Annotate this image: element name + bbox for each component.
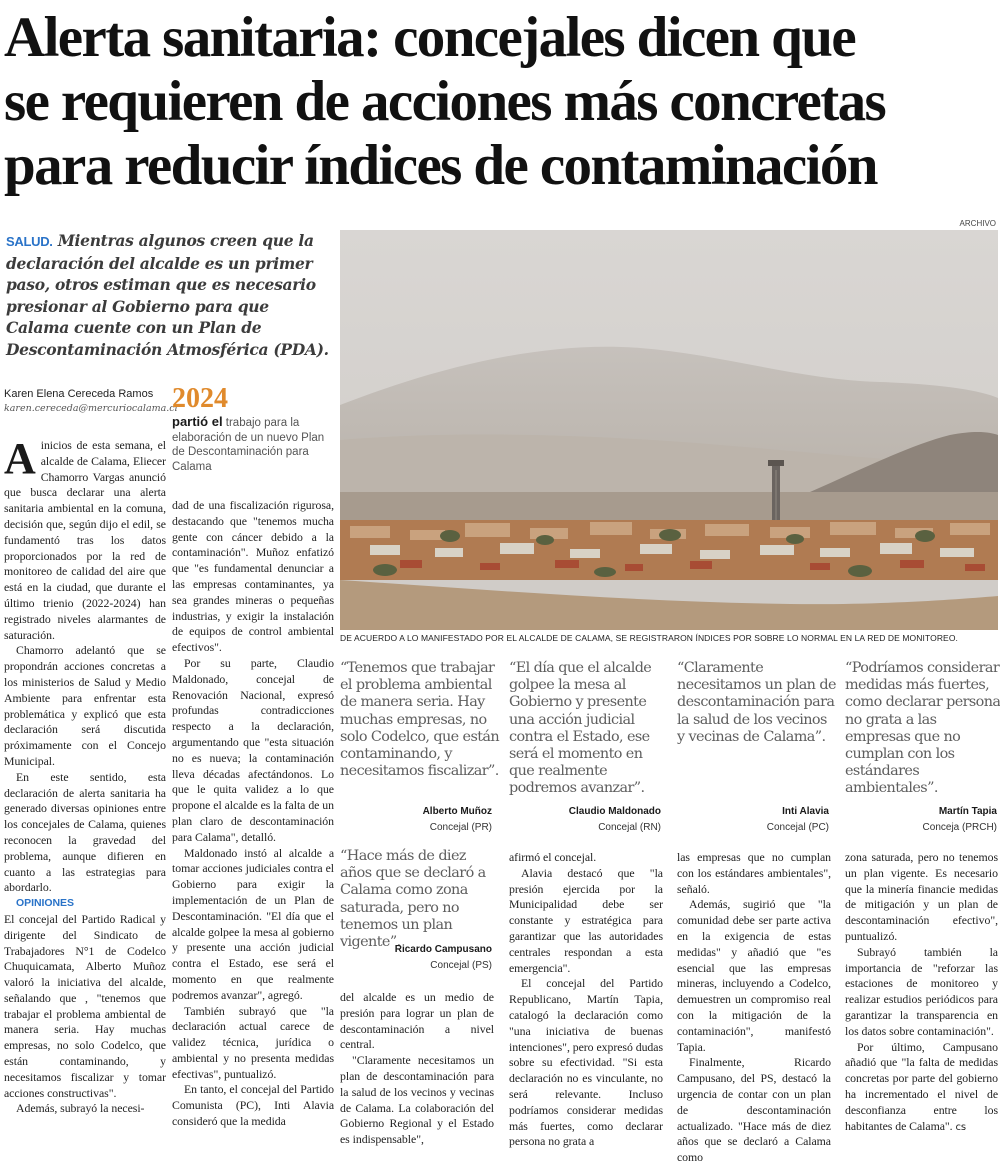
article-column-6 [845, 850, 998, 1135]
quote-role: Concejal (PS) [430, 960, 492, 971]
headline-line-3: para reducir índices de contaminación [4, 134, 877, 197]
headline-line-2: se requieren de acciones más concretas [4, 70, 886, 133]
article-paragraph: El concejal del Partido Radical y dirigente del Sindicato de Trabajadores N°1 de Codelco Chuquicamata, Alberto Muñoz valoró la iniciativa del alcalde, señalando que , "tenemos que trabajar el problema ambiental de manera seria. Hay muchas empresas, no solo Codelco, que están contaminando, y necesitamos fiscalizar y tomar acciones constructivas". [4, 911, 166, 1100]
subhead-opiniones: OPINIONES [16, 897, 74, 910]
article-column-4 [509, 850, 663, 1150]
quote-name: Martín Tapia [938, 806, 997, 817]
lede-text: Mientras algunos creen que la declaración del alcalde es un primer paso, otros estiman que es necesario presionar al Gobierno para que Calama cuente con un Plan de Descontaminación Atmosférica (PDA). [6, 231, 329, 359]
end-mark-icon: cs [955, 1121, 967, 1133]
stat-box [172, 385, 332, 474]
stat-rest: trabajo para la elaboración de un nuevo Plan de Descontaminación para Calama [172, 417, 325, 473]
section-label: SALUD. [6, 234, 53, 249]
pull-quote-maldonado: “El día que el alcalde golpee la mesa al Gobierno y presente una acción judicial contra el Estado, ese será el momento en que realmente podremos avanzar”. [509, 660, 652, 797]
quote-role: Concejal (PC) [766, 822, 829, 833]
article-paragraph: "Claramente necesitamos un plan de descontaminación para la salud de los vecinos y vecinas de Calama. La colaboración del Gobierno Regional y el Estado es indispensable", [340, 1053, 494, 1147]
article-paragraph: Subrayó también la importancia de "reforzar las estaciones de monitoreo y realizar estudios periódicos para garantizar la transparencia en los datos sobre contaminación". [845, 944, 998, 1038]
quote-name: Alberto Muñoz [422, 806, 492, 817]
article-column-2 [172, 498, 334, 1130]
article-column-1 [4, 434, 166, 1117]
quote-role: Concejal (RN) [598, 822, 661, 833]
quote-name: Inti Alavia [782, 806, 829, 817]
city-photo [340, 230, 998, 630]
pull-quote-alavia: “Claramente necesitamos un plan de descontaminación para la salud de los vecinos y vecinas de Calama”. [677, 660, 836, 745]
article-paragraph: Finalmente, Ricardo Campusano, del PS, destacó la urgencia de contar con un plan de descontaminación actualizado. "Hace más de diez años que se declaró a Calama como [677, 1055, 831, 1165]
quote-name: Claudio Maldonado [568, 806, 661, 817]
pull-quote-campusano: “Hace más de diez años que se declaró a Calama como zona saturada, pero no tenemos un plan vigente”. [340, 848, 486, 951]
quote-name: Ricardo Campusano [394, 944, 492, 955]
article-paragraph: Por último, Campusano añadió que "la falta de medidas concretas por parte del gobierno ha incrementado el nivel de desconfianza entre los habitantes de Calama". cs [845, 1039, 998, 1133]
article-paragraph: Chamorro adelantó que se propondrán acciones concretas a los ministerios de Salud y Medio Ambiente para enfrentar esta problemática y explicó que esta declaración será discutida próximamente con el Concejo Municipal. [4, 643, 166, 768]
pull-quote-munoz: “Tenemos que trabajar el problema ambiental de manera seria. Hay muchas empresas, no solo Codelco, que están contaminando, y necesitamos fiscalizar”. [340, 660, 500, 780]
article-paragraph: zona saturada, pero no tenemos un plan vigente. Es necesario que la minería financie medidas de mitigación y un plan de descontaminación efectivo", puntualizó. [845, 850, 998, 943]
stat-lead: partió el [172, 414, 223, 429]
article-paragraph: Además, sugirió que "la comunidad debe ser parte activa en la exigencia de estas medidas" y añadió que "es esencial que las empresas mineras, incluyendo a Codelco, demuestren un compromiso real con la mitigación de la contaminación", manifestó Tapia. [677, 897, 831, 1054]
stat-number: 2024 [172, 383, 228, 414]
article-paragraph: Alavia destacó que "la presión ejercida por la Municipalidad debe ser constante y estratégica para garantizar que las autoridades centrales respondan a esta emergencia". [509, 865, 663, 975]
drop-cap: A [4, 434, 36, 483]
headline-line-1: Alerta sanitaria: concejales dicen que [4, 6, 856, 69]
photo-credit: ARCHIVO [959, 219, 996, 228]
article-column-3 [340, 990, 494, 1148]
article-paragraph: del alcalde es un medio de presión para lograr un plan de descontaminación a nivel central. [340, 990, 494, 1052]
article-paragraph: También subrayó que "la declaración actual carece de validez técnica, jurídica o ambiental y no presenta medidas efectivas", puntualizó. [172, 1003, 334, 1081]
pull-quote-tapia: “Podríamos considerar medidas más fuertes, como declarar persona no grata a las empresas que no cumplan con los estándares ambientales”. [845, 660, 1000, 797]
lede [6, 230, 331, 361]
article-paragraph: En tanto, el concejal del Partido Comunista (PC), Inti Alavia consideró que la medida [172, 1082, 334, 1129]
calama-landscape-image [340, 230, 998, 630]
byline [4, 388, 178, 414]
article-paragraph: afirmó el concejal. [509, 850, 597, 864]
quote-role: Concejal (PR) [429, 822, 492, 833]
article-paragraph: Por su parte, Claudio Maldonado, concejal de Renovación Nacional, expresó profundas contradicciones respecto a la declaración, argumentando que "esta situación no es nueva; la contaminación lleva décadas afectándonos. Lo que le quita validez a lo que propone el alcalde es la falta de un plan claro de descontaminación para Calama", detalló. [172, 655, 334, 844]
stat-description [172, 415, 332, 474]
author-email[interactable]: karen.cereceda@mercuriocalama.cl [4, 403, 178, 414]
article-paragraph: las empresas que no cumplan con los estándares ambientales", señaló. [677, 850, 831, 896]
article-paragraph: Ainicios de esta semana, el alcalde de Calama, Eliecer Chamorro Vargas anunció que busca declarar una alerta sanitaria ambiental en la comuna, decisión que, según dijo el edil, se fundamentó tras los datos proporcionados por la red de monitoreo de calidad del aire que está en la ciudad, que durante el último trienio (2022-2024) han registrado niveles alarmantes de saturación. [4, 434, 166, 642]
photo-caption: DE ACUERDO A LO MANIFESTADO POR EL ALCALDE DE CALAMA, SE REGISTRARON ÍNDICES POR SOBRE LO NORMAL EN LA RED DE MONITOREO. [340, 633, 958, 643]
quote-role: Conceja (PRCH) [922, 822, 997, 833]
headline [4, 6, 998, 198]
article-paragraph: El concejal del Partido Republicano, Martín Tapia, catalogó la declaración como "una iniciativa de buenas intenciones", pero expresó dudas sobre su efectividad. "Si esta declaración no es vinculante, no será relevante. Incluso podríamos considerar medidas más fuertes, como declarar persona no grata a [509, 976, 663, 1149]
article-column-5 [677, 850, 831, 1166]
article-paragraph: En este sentido, esta declaración de alerta sanitaria ha generado diversas opiniones entre los concejales de Calama, quienes reconocen la gravedad del problema, aunque difieren en cuanto a las estrategias para abordarlo. [4, 769, 166, 895]
article-paragraph: Además, subrayó la necesi- [16, 1101, 145, 1116]
author-name: Karen Elena Cereceda Ramos [4, 388, 154, 400]
article-paragraph: dad de una fiscalización rigurosa, destacando que "tenemos mucha gente con cáncer debido a la contaminación". Muñoz enfatizó que "es fundamental denunciar a las empresas contaminantes, ya sea grandes mineras o pequeñas industrias, y exigir la instalación de equipos de control ambiental efectivos". [172, 498, 334, 655]
article-paragraph: Maldonado instó al alcalde a tomar acciones judiciales contra el Gobierno para exigir la implementación de un Plan de Descontaminación. "El día que el alcalde golpee la mesa al gobierno y presente una acción judicial contra el Estado, ese será el momento en que realmente podremos avanzar", agregó. [172, 845, 334, 1002]
